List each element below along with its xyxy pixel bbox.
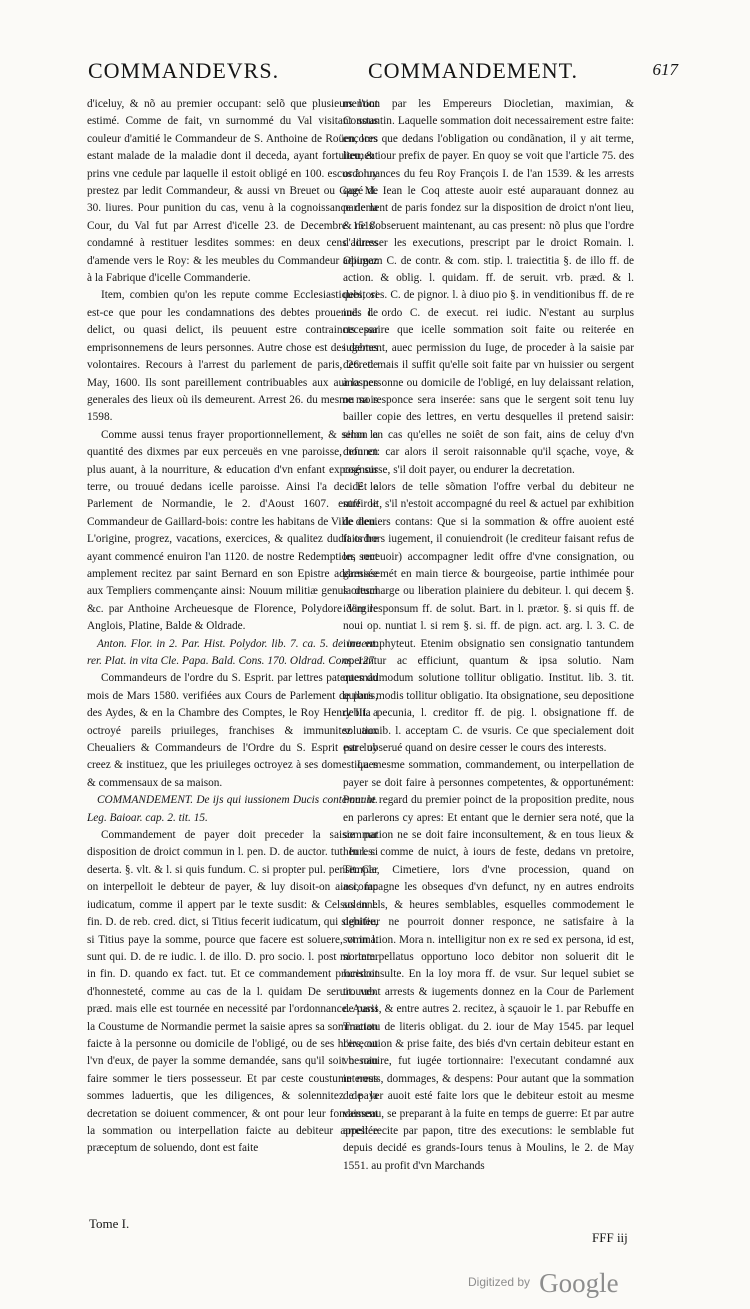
signature-mark: FFF iij bbox=[592, 1230, 628, 1245]
paragraph: Commandeurs de l'ordre du S. Esprit. par lettres patentes du mois de Mars 1580. verifiées aux Cours de Parlement de paris, des Aydes, & en la Chambre des Comptes, le Roy Henry III. a octroyé pareils priuileges, franchises & immunitez aux Cheualiers & Commandeurs de l'Ordre du S. Esprit par luy creez & instituez, que les priuileges octroyez à ses domestiques & commensaux de sa maison. bbox=[87, 672, 378, 789]
right-text-column bbox=[343, 96, 634, 1175]
entry-heading: COMMANDEMENT. De ijs qui iussionem Ducis contemnunt. Leg. Baioar. cap. 2. tit. 15. bbox=[87, 794, 378, 824]
paragraph: Comme aussi tenus frayer proportionnellement, & selon la quantité des dixmes par eux perceuës en vne paroisse, non en plus auant, à la nourriture, & education d'vn enfant exposé sur terre, ou trouué dedans icelle paroisse. Ainsi l'a decidé le Parlement de Normandie, le 2. d'Aoust 1607. entre le Commandeur de Gaillard-bois: contre les habitans de Ville dieu. L'origine, progrez, vacations, exercices, & qualitez dudit ordre ayant commencé enuiron l'an 1120. de nostre Redemption, sont amplement recitez par saint Bernard en son Epistre addressée aux Templiers commençante ainsi: Nouum militiæ genus ortum &c. par Anthoine Archeuesque de Florence, Polydore Virgile Anglois, Platine, Balde & Oldrade. bbox=[87, 428, 378, 633]
paragraph: Commandement de payer doit preceder la saisie par disposition de droict commun in l. pen. D. de auctor. tut. In l. si deserta. §. vlt. & l. si quis fundum. C. si propter pul. pensit. Car on interpelloit le debteur de payer, & luy disoit-on ainsi, fac iudicatum, comme il appert par le texte susdit: & Celsus in l. fin. D. de reb. cred. dict, si Titius fecerit iudicatum, qui signifie, si Titius paye la somme, pource que facere est soluere, vt in l. sunt qui. D. de re iudic. l. de illo. D. pro socio. l. post mortem. in fin. D. quando ex fact. tut. Et ce commandement procedoit d'honnesteté, comme au cas de la l. quidam De seruit. vrb. præd. mais elle est tournée en necessité par l'ordonnance. Aussi la Coustume de Normandie permet la saisie apres sa sommation faicte à la personne ou domicile de l'obligé, ou de ses hoirs, ou l'vn d'eux, de payer la somme demandée, sans qu'il soit besoin faire sommer le tiers possesseur. Et par ceste coustume nous sommes laduertis, que les diligences, & solennitez de la decretation se doiuent commencer, & ont pour leur fondement la sommation ou interpellation faicte au debiteur appellée præceptum de soluendo, dont est faite bbox=[87, 829, 378, 1155]
page-header bbox=[78, 58, 678, 88]
paragraph: Item, combien qu'on les repute comme Ecclesiastiques, si est-ce que pour les condamnations des debtes prouenuës de delict, ou quasi delict, ils peuuent estre contraincts par emprisonnemens de leurs personnes. Autre chose est des debtes volontaires. Recours à l'arrest du parlement de paris, 26. de May, 1600. Ils sont pareillement contribuables aux aumosnes generales des lieux où ils demeurent. Arrest 26. du mesme mois 1598. bbox=[87, 289, 378, 424]
page-footer bbox=[87, 1216, 667, 1256]
running-head-left: COMMANDEVRS. bbox=[88, 58, 280, 83]
running-head-right: COMMANDEMENT. bbox=[368, 58, 578, 83]
paragraph: Et alors de telle sõmation l'offre verbal du debiteur ne suffiroit, s'il n'estoit accompagné du reel & actuel par exhibition de deniers contans: Que si la sommation & offre auoient esté faits hors iugement, il conuiendroit (le crediteur faisant refus de les receuoir) accompagner ledit offre d'vne consignation, ou garnissemét en main tierce & bourgeoise, partie inthimée pour la descharge ou liberation plainiere du debiteur. l. qui decem §. idem responsum ff. de solut. Bart. in l. prætor. §. si quis ff. de noui op. nuntiat l. si rem §. si. ff. de pign. act. arg. l. 3. C. de iure emphyteut. Etenim obsignatio sen consignatio tantundem operantur ac efficiunt, quantum & ipsa solutio. Nam quemadmodum solutione tollitur obligatio. Institut. lib. 3. tit. quibus modis tollitur obligatio. Ita obsignatione, seu depositione debita pecunia, l. creditor ff. de pig. l. obsignatione ff. de solutionib. l. acceptam C. de vsuris. Ce que specialement doit estre obserué quand on desire cesser le cours des interests. bbox=[343, 480, 634, 755]
digitization-watermark bbox=[468, 1268, 619, 1299]
left-text-column bbox=[87, 96, 378, 1158]
paragraph: d'iceluy, & nõ au premier occupant: selõ que plusieurs l'ont estimé. Comme de fait, vn surnommé du Val visitant sous couleur d'amitié le Commandeur de S. Anthoine de Roüen, lors estant malade de la maladie dont il deceda, ayant fortuitement prins vne cedule par laquelle il estoit obligé en 100. escus à luy prestez par ledit Commandeur, & aussi vn Breuet ou Gagé de 30. liures. Pour punition du cas, venu à la cognoissance de la Cour, du Val fut par Arrest d'icelle 23. de Decembre 1518. condamné à restituer lesdites sommes: en deux cens liures d'amende vers le Roy: & les meubles du Commandeur adiugez à la Fabrique d'icelle Commanderie. bbox=[87, 98, 378, 285]
page-number: 617 bbox=[652, 60, 678, 79]
paragraph: La mesme sommation, commandement, ou interpellation de payer se doit faire à personnes competentes, & opportunément: Pour le regard du premier poinct de la proposition predite, nous en parlerons cy apres: Et entant que le dernier sera noté, que la sommation ne se doit faire inconsultement, & en tous lieux & heures: comme de nuict, à iours de feste, dedans vn pretoire, Temple, Cimetiere, lors d'vne procession, quand on accompagne les obseques d'vn defunct, ny en autres endroits solennels, & heures semblables, esquelles commodement le debiteur ne pourroit donner responce, ne satisfaire à la sommation. Mora n. intelligitur non ex re sed ex persona, id est, si interpellatus opportuno loco debitor non soluerit dit le Iurisconsulte. En la loy mora ff. de vsur. Sur lequel subiet se trouuent arrests & iugements donnez en la Cour de Parlement de paris, & entre autres 2. recitez, à sçauoir le 1. par Rebuffe en Tractatu de literis obligat. du 2. iour de May 1545. par lequel l'execution & prise faite, des biés d'vn certain debiteur estant en vn nauire, fut iugée tortionnaire: l'executant condamné aux interests, dommages, & despens: Pour autant que la sommation de payer auoit esté faite lors que le debiteur estoit au mesme vaisseau, se preparant à la fuite en temps de guerre: Et par autre arrest recite par papon, titre des executions: le semblable fut depuis decidé es grands-Iours tenus à Moulins, le 2. de May 1551. au profit d'vn Marchands bbox=[343, 759, 634, 1172]
citation-paragraph: Anton. Flor. in 2. Par. Hist. Polydor. lib. 7. ca. 5. de inuent. rer. Plat. in vita Cle. Papa. Bald. Cons. 170. Oldrad. Cons. 127. bbox=[87, 637, 378, 667]
volume-label: Tome I. bbox=[89, 1216, 130, 1231]
paragraph: mention par les Empereurs Diocletian, maximian, & Constantin. Laquelle sommation doit necessairement estre faite: encores que dedans l'obligation ou condãnation, il y ait terme, lieu, & iour prefix de payer. En quoy se voit que l'article 75. des ordonnances du feu Roy François I. de l'an 1539. & les arrests que M. Iean le Coq atteste auoir esté auparauant donnez au parlement de paris fondez sur la disposition de droict n'ont lieu, & ne s'obseruent maintenant, au cas present: nõ plus que l'ordre d'adresser les executions, prescript par le droict Romain. l. Opimam C. de contr. & com. stip. l. traiectitia §. de illo ff. de action. & oblig. l. quidam. ff. de seruit. vrb. præd. & l. debitores. C. de pignor. l. à diuo pio §. in venditionibus ff. de re ind. l. ordo C. de execut. rei iudic. N'estant au surplus necessaire que icelle sommation soit faite ou reiterée en iugement, auec permission du Iuge, de proceder à la saisie par decret: mais il suffit qu'elle soit faite par vn huissier ou sergent à la personne ou domicile de l'obligé, en luy delaissant relation, ou sa responce sera inserée: sans que le sergent soit tenu luy bailler copie des lettres, en vertu desquelles il pretend saisir: sinon en cas qu'elles ne soiêt de son fait, ains de celuy d'vn defunct: car alors il seroit raisonnable qu'il sçache, voye, & cognoisse, s'il doit payer, ou endurer la decretation. bbox=[343, 98, 634, 476]
watermark-prefix: Digitized by bbox=[468, 1275, 531, 1289]
watermark-brand: Google bbox=[539, 1268, 619, 1298]
